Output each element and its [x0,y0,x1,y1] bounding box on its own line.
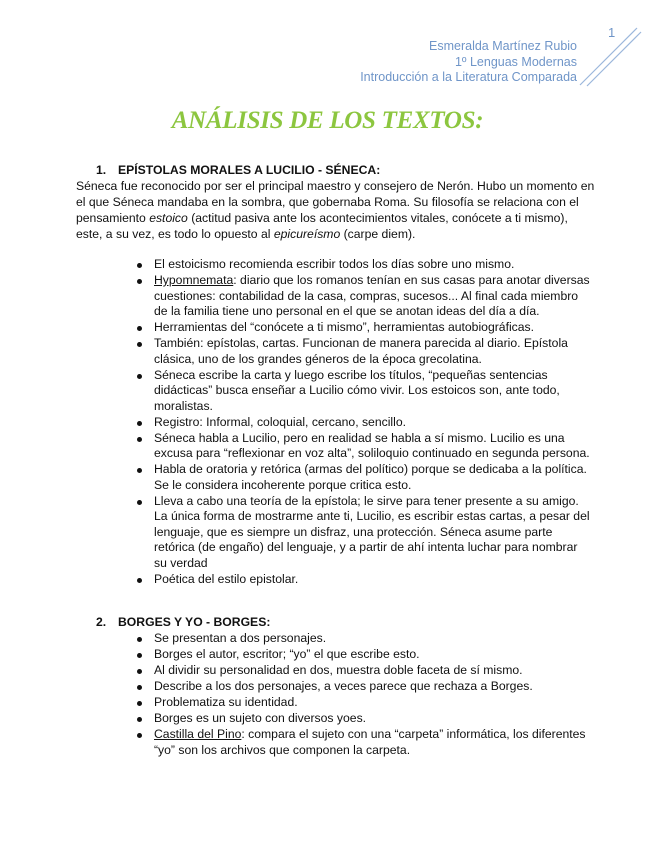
list-item [135,679,586,695]
list-item-text: retórica (de engaño) del lenguaje, y a partir de ahí intenta luchar para nombrar [154,540,578,554]
list-item [135,273,590,320]
list-item [135,727,586,758]
list-item-text: Séneca habla a Lucilio, pero en realidad se habla a sí mismo. Lucilio es una [154,430,565,445]
list-item-text: Describe a los dos personajes, a veces parece que rechaza a Borges. [154,679,533,693]
list-item [135,711,586,727]
list-item [135,320,590,336]
bullet-icon [137,669,142,674]
page-number: 1 [608,25,616,40]
list-item-text: Séneca escribe la carta y luego escribe los títulos, “pequeñas sentencias [154,367,548,382]
intro-text: (actitud pasiva ante los acontecimientos vitales, conócete a ti mismo), [187,211,568,225]
list-item-text: Registro: Informal, coloquial, cercano, sencillo. [154,414,406,429]
bullet-icon [137,717,142,722]
list-item [135,663,586,679]
bullet-icon [137,263,142,268]
header-subject: Introducción a la Literatura Comparada [360,70,577,84]
bullet-icon [137,279,142,284]
bullet-icon [137,437,142,442]
intro-line [76,210,576,226]
intro-text: pensamiento [76,211,150,225]
bullet-icon [137,637,142,642]
header-course: 1º Lenguas Modernas [454,54,577,69]
list-item-text [154,273,590,289]
bullet-icon [137,421,142,426]
bullet-icon [137,701,142,706]
section-1-bullet-list [135,257,590,588]
intro-italic-term: estoico [149,211,188,225]
list-item-text: Habla de oratoria y retórica (armas del político) porque se dedicaba a la política. [154,462,587,476]
list-item-text: clásica, uno de los grandes géneros de la época grecolatina. [154,351,482,366]
list-item-text: lenguaje, que es siempre un disfraz, una protección. Séneca asume parte [154,524,553,539]
section-2-title: BORGES Y YO - BORGES: [118,615,271,629]
intro-italic-term: epicureísmo [273,227,341,241]
section-1-intro-paragraph [76,178,595,242]
header-author: Esmeralda Martínez Rubio [429,39,577,53]
intro-line: el que Séneca mandaba en la sombra, que gobernaba Roma. Su filosofía se relaciona con el [76,195,579,209]
list-item [135,631,586,647]
list-item [135,462,590,493]
list-item-text: Se presentan a dos personajes. [154,631,327,645]
section-2-heading [96,615,270,629]
list-item-text: Borges es un sujeto con diversos yoes. [154,711,367,725]
list-item-text: La única forma de mostrarme ante ti, Lucilio, es escribir estas cartas, a pesar del [154,509,590,523]
list-item-text: Problematiza su identidad. [154,695,298,709]
document-title: ANÁLISIS DE LOS TEXTOS: [171,107,484,134]
list-item [135,431,590,462]
list-item-text: “yo” son los archivos que componen la carpeta. [154,742,411,757]
list-item-text: Borges el autor, escritor; “yo” el que escribe esto. [154,647,420,661]
list-item-text: su verdad [154,555,208,570]
list-item-text: Se le considera incoherente porque critica esto. [154,477,412,492]
list-item-text: didácticas” busca enseñar a Lucilio cómo vivir. Los estoicos son, ante todo, [154,383,560,397]
underlined-term: Hypomnemata [154,273,234,287]
list-item [135,368,590,415]
list-item-text: : compara el sujeto con una “carpeta” informática, los diferentes [241,727,586,741]
list-item-text: Lleva a cabo una teoría de la epístola; le sirve para tener presente a su amigo. [154,493,579,508]
list-item [135,336,590,367]
bullet-icon [137,374,142,379]
list-item [135,695,586,711]
bullet-icon [137,733,142,738]
list-item-text [154,727,586,743]
bullet-icon [137,468,142,473]
list-item-text: Herramientas del “conócete a ti mismo”, herramientas autobiográficas. [154,320,535,334]
section-1-heading [96,163,380,177]
list-item [135,494,590,572]
bullet-icon [137,326,142,331]
bullet-icon [137,342,142,347]
list-item-text: excusa para “reflexionar en voz alta”, soliloquio continuado en segunda persona. [154,446,590,460]
list-item-text: El estoicismo recomienda escribir todos los días sobre uno mismo. [154,257,515,271]
section-1-title: EPÍSTOLAS MORALES A LUCILIO - SÉNECA: [118,163,381,177]
underlined-term: Castilla del Pino [154,727,242,741]
list-item [135,415,590,431]
list-item-text: de la familia tiene uno personal en el que se anotan ideas del día a día. [154,304,540,318]
list-item-text: : diario que los romanos tenían en sus casas para anotar diversas [233,273,590,287]
list-item-text: También: epístolas, cartas. Funcionan de manera parecida al diario. Epístola [154,336,568,350]
document-header [360,39,577,86]
list-item-text: cuestiones: contabilidad de la casa, compras, sucesos... Al final cada miembro [154,288,579,303]
list-item [135,572,590,588]
section-2-bullet-list [135,631,586,759]
intro-text: este, a su vez, es todo lo opuesto al [76,227,274,241]
list-item-text: Poética del estilo epistolar. [154,571,299,586]
bullet-icon [137,500,142,505]
intro-text: (carpe diem). [340,227,416,241]
bullet-icon [137,653,142,658]
list-item [135,647,586,663]
intro-line: Séneca fue reconocido por ser el principal maestro y consejero de Nerón. Hubo un momento en [76,179,595,193]
intro-line [76,226,576,242]
list-item-text: Al dividir su personalidad en dos, muestra doble faceta de sí mismo. [154,663,523,677]
list-item-text: moralistas. [154,398,213,413]
section-1-number: 1. [96,163,107,177]
list-item [135,257,590,273]
bullet-icon [137,578,142,583]
section-2-number: 2. [96,615,107,629]
bullet-icon [137,685,142,690]
